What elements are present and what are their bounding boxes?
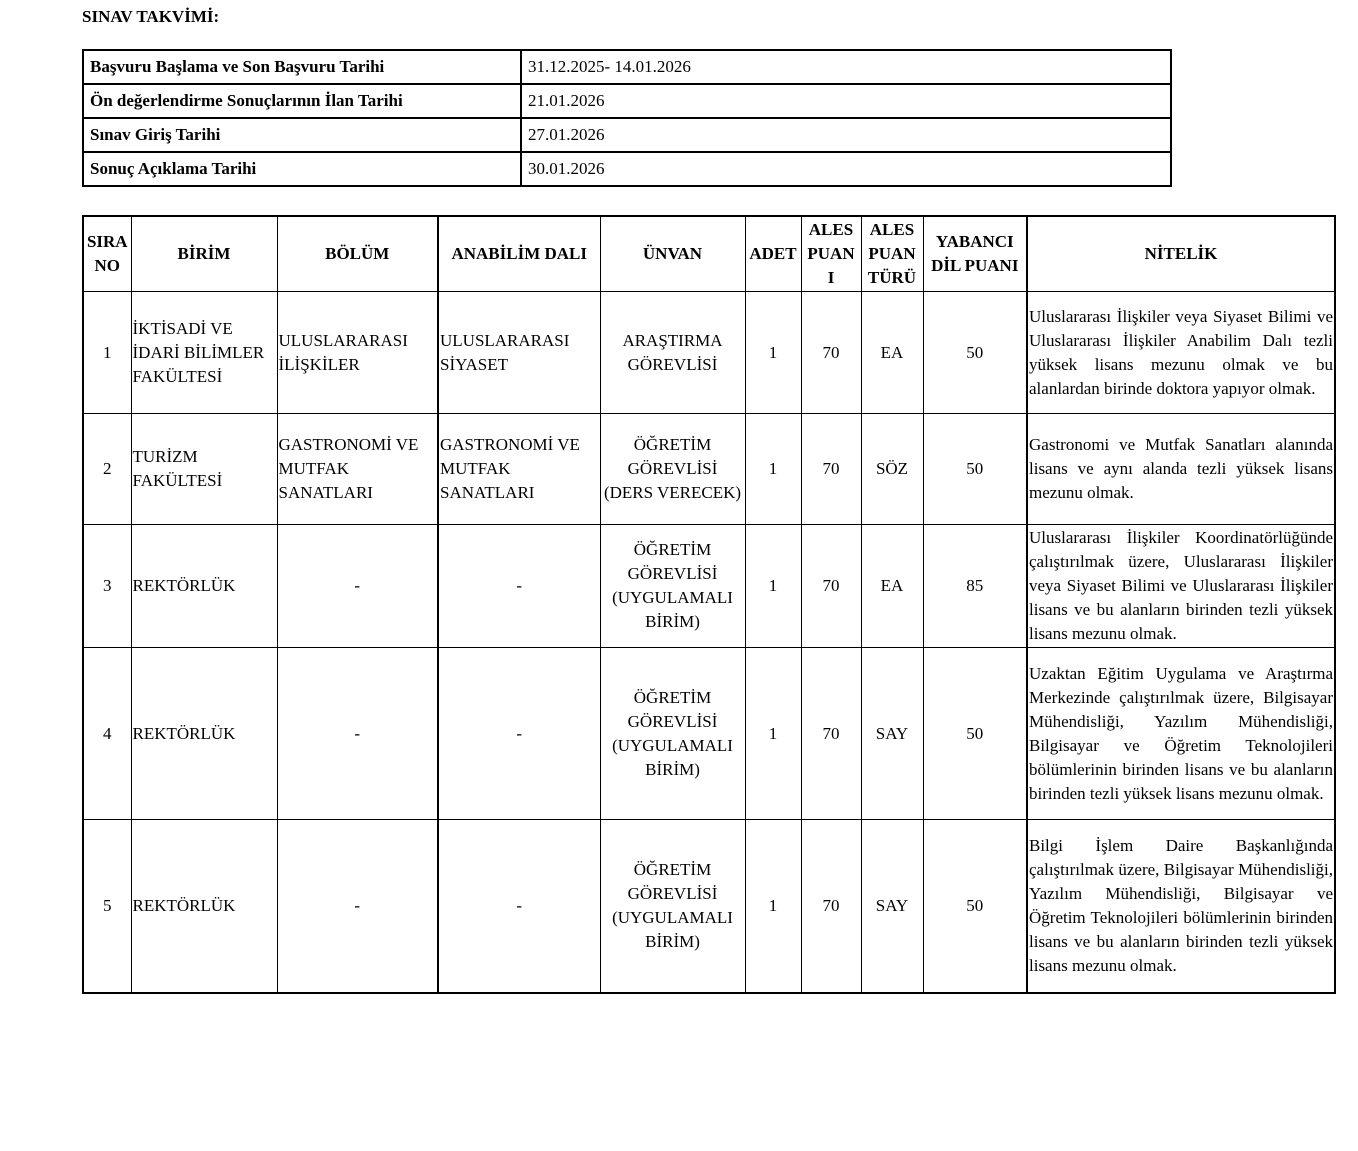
page-title: SINAV TAKVİMİ:: [82, 7, 220, 26]
cell-yabanci-dil: 50: [923, 414, 1027, 525]
cell-unvan: ÖĞRETİM GÖREVLİSİ (UYGULAMALI BİRİM): [600, 820, 745, 994]
cell-ales-turu: EA: [861, 292, 923, 414]
cell-ales-puani: 70: [801, 292, 861, 414]
table-row: [83, 292, 1335, 414]
cell-yabanci-dil: 50: [923, 820, 1027, 994]
schedule-value: 30.01.2026: [521, 152, 1171, 186]
cell-nitelik: Bilgi İşlem Daire Başkanlığında çalıştırılmak üzere, Bilgisayar Mühendisliği, Yazılım Mühendisliği, Bilgisayar ve Öğretim Teknolojileri bölümlerinin birinden lisans ve bu alanların birinden tezli yüksek lisans mezunu olmak.: [1027, 820, 1335, 994]
table-row: [83, 414, 1335, 525]
cell-ales-turu: SÖZ: [861, 414, 923, 525]
header-adet: ADET: [745, 216, 801, 292]
cell-anabilim: -: [438, 648, 600, 820]
cell-unvan: ÖĞRETİM GÖREVLİSİ (DERS VERECEK): [600, 414, 745, 525]
cell-ales-turu: SAY: [861, 648, 923, 820]
cell-bolum: -: [277, 648, 438, 820]
cell-ales-puani: 70: [801, 414, 861, 525]
exam-schedule-table: [82, 49, 1172, 187]
cell-ales-puani: 70: [801, 820, 861, 994]
cell-anabilim: ULUSLARARASI SİYASET: [438, 292, 600, 414]
header-sira-no: SIRA NO: [83, 216, 131, 292]
cell-nitelik: Uluslararası İlişkiler veya Siyaset Bilimi ve Uluslararası İlişkiler Anabilim Dalı tezli yüksek lisans mezunu olmak ve bu alanlardan birinde doktora yapıyor olmak.: [1027, 292, 1335, 414]
cell-sira: 4: [83, 648, 131, 820]
schedule-label: Ön değerlendirme Sonuçlarının İlan Tarihi: [83, 84, 521, 118]
table-row: [83, 648, 1335, 820]
header-bolum: BÖLÜM: [277, 216, 438, 292]
header-unvan: ÜNVAN: [600, 216, 745, 292]
cell-unvan: ÖĞRETİM GÖREVLİSİ (UYGULAMALI BİRİM): [600, 525, 745, 648]
table-row: [83, 820, 1335, 994]
positions-table: [82, 215, 1336, 994]
cell-yabanci-dil: 85: [923, 525, 1027, 648]
header-yabanci-dil-puani: YABANCI DİL PUANI: [923, 216, 1027, 292]
cell-yabanci-dil: 50: [923, 292, 1027, 414]
cell-ales-turu: SAY: [861, 820, 923, 994]
cell-yabanci-dil: 50: [923, 648, 1027, 820]
cell-bolum: ULUSLARARASI İLİŞKİLER: [277, 292, 438, 414]
schedule-value: 31.12.2025- 14.01.2026: [521, 50, 1171, 84]
cell-adet: 1: [745, 525, 801, 648]
cell-sira: 1: [83, 292, 131, 414]
cell-sira: 3: [83, 525, 131, 648]
cell-ales-puani: 70: [801, 525, 861, 648]
cell-ales-turu: EA: [861, 525, 923, 648]
cell-anabilim: GASTRONOMİ VE MUTFAK SANATLARI: [438, 414, 600, 525]
cell-nitelik: Gastronomi ve Mutfak Sanatları alanında lisans ve aynı alanda tezli yüksek lisans mezunu olmak.: [1027, 414, 1335, 525]
cell-nitelik: Uzaktan Eğitim Uygulama ve Araştırma Merkezinde çalıştırılmak üzere, Bilgisayar Mühendisliği, Yazılım Mühendisliği, Bilgisayar ve Öğretim Teknolojileri bölümlerinin birinden lisans ve bu alanların birinden tezli yüksek lisans mezunu olmak.: [1027, 648, 1335, 820]
cell-bolum: -: [277, 525, 438, 648]
cell-nitelik: Uluslararası İlişkiler Koordinatörlüğünde çalıştırılmak üzere, Uluslararası İlişkiler veya Siyaset Bilimi ve Uluslararası İlişkiler lisans ve bu alanların birinden tezli yüksek lisans mezunu olmak.: [1027, 525, 1335, 648]
schedule-value: 27.01.2026: [521, 118, 1171, 152]
cell-sira: 5: [83, 820, 131, 994]
table-header-row: [83, 216, 1335, 292]
cell-unvan: ÖĞRETİM GÖREVLİSİ (UYGULAMALI BİRİM): [600, 648, 745, 820]
header-birim: BİRİM: [131, 216, 277, 292]
cell-adet: 1: [745, 820, 801, 994]
header-anabilim-dali: ANABİLİM DALI: [438, 216, 600, 292]
schedule-row: [83, 84, 1171, 118]
cell-ales-puani: 70: [801, 648, 861, 820]
cell-anabilim: -: [438, 820, 600, 994]
cell-unvan: ARAŞTIRMA GÖREVLİSİ: [600, 292, 745, 414]
cell-birim: REKTÖRLÜK: [131, 648, 277, 820]
header-ales-puan-turu: ALES PUAN TÜRÜ: [861, 216, 923, 292]
cell-adet: 1: [745, 414, 801, 525]
schedule-label: Başvuru Başlama ve Son Başvuru Tarihi: [83, 50, 521, 84]
schedule-row: [83, 118, 1171, 152]
schedule-value: 21.01.2026: [521, 84, 1171, 118]
schedule-label: Sınav Giriş Tarihi: [83, 118, 521, 152]
cell-bolum: -: [277, 820, 438, 994]
cell-birim: REKTÖRLÜK: [131, 820, 277, 994]
cell-adet: 1: [745, 292, 801, 414]
cell-birim: TURİZM FAKÜLTESİ: [131, 414, 277, 525]
cell-sira: 2: [83, 414, 131, 525]
header-nitelik: NİTELİK: [1027, 216, 1335, 292]
schedule-row: [83, 152, 1171, 186]
table-row: [83, 525, 1335, 648]
schedule-row: [83, 50, 1171, 84]
cell-anabilim: -: [438, 525, 600, 648]
cell-bolum: GASTRONOMİ VE MUTFAK SANATLARI: [277, 414, 438, 525]
header-ales-puani: ALES PUAN I: [801, 216, 861, 292]
schedule-label: Sonuç Açıklama Tarihi: [83, 152, 521, 186]
cell-birim: REKTÖRLÜK: [131, 525, 277, 648]
cell-adet: 1: [745, 648, 801, 820]
cell-birim: İKTİSADİ VE İDARİ BİLİMLER FAKÜLTESİ: [131, 292, 277, 414]
